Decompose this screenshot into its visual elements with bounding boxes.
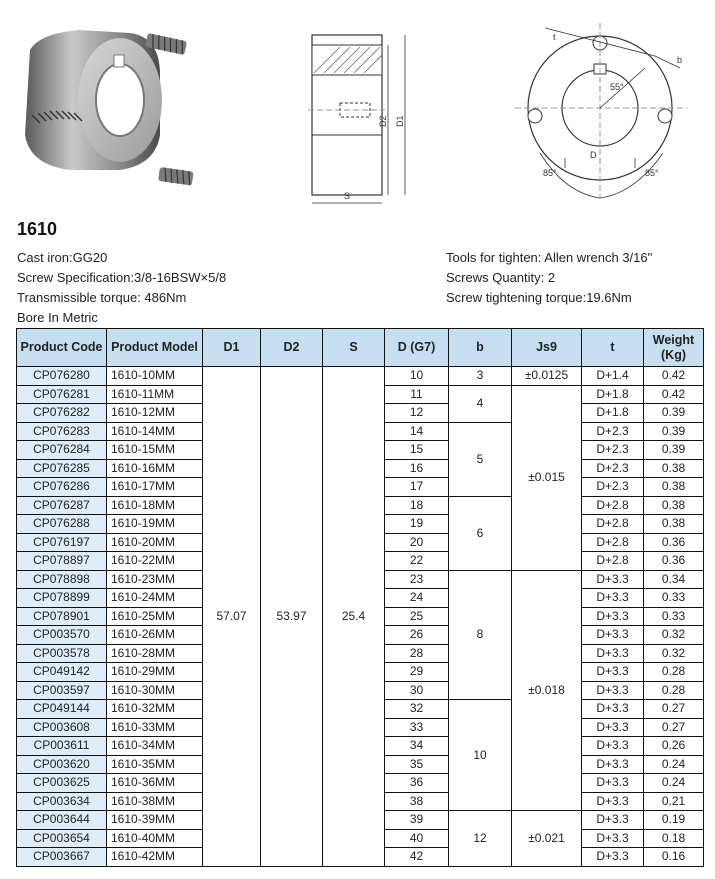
cell-bore-d: 28: [385, 644, 449, 663]
cell-product-model: 1610-12MM: [107, 404, 203, 423]
cell-t: D+3.3: [582, 792, 644, 811]
front-view-drawing: [505, 8, 710, 208]
cell-bore-d: 42: [385, 848, 449, 867]
cell-product-code: CP003597: [17, 681, 107, 700]
col-header: t: [582, 329, 644, 367]
cell-product-model: 1610-11MM: [107, 385, 203, 404]
col-header: Weight (Kg): [644, 329, 704, 367]
cell-product-code: CP049142: [17, 663, 107, 682]
cell-bore-d: 30: [385, 681, 449, 700]
cell-bore-d: 23: [385, 570, 449, 589]
cell-bore-d: 39: [385, 811, 449, 830]
cell-weight: 0.28: [644, 663, 704, 682]
cell-bore-d: 15: [385, 441, 449, 460]
cell-product-code: CP003634: [17, 792, 107, 811]
cell-t: D+1.8: [582, 385, 644, 404]
cell-t: D+2.8: [582, 552, 644, 571]
cell-product-code: CP076282: [17, 404, 107, 423]
cell-weight: 0.32: [644, 644, 704, 663]
cell-b: 12: [449, 811, 512, 867]
cell-bore-d: 20: [385, 533, 449, 552]
cell-product-model: 1610-14MM: [107, 422, 203, 441]
cell-bore-d: 11: [385, 385, 449, 404]
cell-weight: 0.18: [644, 829, 704, 848]
cell-product-model: 1610-23MM: [107, 570, 203, 589]
cell-product-code: CP076286: [17, 478, 107, 497]
spec-table: [16, 328, 704, 867]
cell-product-code: CP049144: [17, 700, 107, 719]
col-header: Js9: [512, 329, 582, 367]
cell-product-code: CP076285: [17, 459, 107, 478]
col-header: Product Code: [17, 329, 107, 367]
cell-b: 10: [449, 700, 512, 811]
cell-weight: 0.27: [644, 718, 704, 737]
cell-bore-d: 36: [385, 774, 449, 793]
cell-t: D+2.3: [582, 422, 644, 441]
cell-bore-d: 17: [385, 478, 449, 497]
cell-bore-d: 38: [385, 792, 449, 811]
cell-js9: ±0.018: [512, 570, 582, 811]
cell-bore-d: 32: [385, 700, 449, 719]
cell-weight: 0.36: [644, 533, 704, 552]
label-d1: D1: [395, 115, 405, 127]
cell-product-code: CP076281: [17, 385, 107, 404]
cell-bore-d: 12: [385, 404, 449, 423]
label-angle-55: 55°: [610, 82, 624, 92]
cell-bore-d: 22: [385, 552, 449, 571]
label-d: D: [590, 150, 597, 160]
cell-product-code: CP078899: [17, 589, 107, 608]
cell-bore-d: 18: [385, 496, 449, 515]
cell-product-model: 1610-24MM: [107, 589, 203, 608]
cell-b: 3: [449, 367, 512, 386]
cell-product-model: 1610-10MM: [107, 367, 203, 386]
cell-weight: 0.24: [644, 774, 704, 793]
cell-t: D+3.3: [582, 829, 644, 848]
cell-bore-d: 24: [385, 589, 449, 608]
cell-t: D+3.3: [582, 626, 644, 645]
cell-bore-d: 10: [385, 367, 449, 386]
cell-product-model: 1610-15MM: [107, 441, 203, 460]
cell-product-model: 1610-29MM: [107, 663, 203, 682]
cell-product-model: 1610-42MM: [107, 848, 203, 867]
cell-bore-d: 33: [385, 718, 449, 737]
cell-product-code: CP003611: [17, 737, 107, 756]
cell-b: 5: [449, 422, 512, 496]
label-angle-85-left: 85°: [543, 168, 557, 178]
label-b: b: [677, 55, 683, 65]
cell-weight: 0.33: [644, 607, 704, 626]
col-header: D (G7): [385, 329, 449, 367]
cell-t: D+3.3: [582, 848, 644, 867]
cell-weight: 0.38: [644, 478, 704, 497]
label-t: t: [553, 32, 556, 42]
cell-weight: 0.32: [644, 626, 704, 645]
cell-t: D+3.3: [582, 681, 644, 700]
col-header: Product Model: [107, 329, 203, 367]
cell-t: D+2.8: [582, 496, 644, 515]
cell-product-model: 1610-38MM: [107, 792, 203, 811]
cell-d2: 53.97: [261, 367, 323, 867]
cell-t: D+1.4: [582, 367, 644, 386]
cell-bore-d: 40: [385, 829, 449, 848]
col-header: D2: [261, 329, 323, 367]
cell-product-model: 1610-26MM: [107, 626, 203, 645]
cell-b: 4: [449, 385, 512, 422]
cell-product-model: 1610-28MM: [107, 644, 203, 663]
cell-t: D+3.3: [582, 755, 644, 774]
cell-product-code: CP003667: [17, 848, 107, 867]
cell-product-code: CP078897: [17, 552, 107, 571]
cell-weight: 0.24: [644, 755, 704, 774]
cell-t: D+3.3: [582, 570, 644, 589]
cell-t: D+2.3: [582, 459, 644, 478]
cell-bore-d: 14: [385, 422, 449, 441]
spec-tools: Tools for tighten: Allen wrench 3/16": [446, 250, 653, 265]
product-title: 1610: [17, 219, 58, 239]
cell-product-code: CP003578: [17, 644, 107, 663]
cell-weight: 0.19: [644, 811, 704, 830]
cell-t: D+3.3: [582, 607, 644, 626]
cell-product-code: CP003654: [17, 829, 107, 848]
cell-d1: 57.07: [203, 367, 261, 867]
cell-t: D+3.3: [582, 718, 644, 737]
col-header: D1: [203, 329, 261, 367]
cell-js9: ±0.0125: [512, 367, 582, 386]
label-d2: D2: [378, 115, 388, 127]
cell-t: D+3.3: [582, 663, 644, 682]
cell-b: 8: [449, 570, 512, 700]
cell-product-code: CP076283: [17, 422, 107, 441]
cell-product-code: CP003620: [17, 755, 107, 774]
cell-t: D+3.3: [582, 644, 644, 663]
table-row: [17, 367, 704, 386]
cell-bore-d: 25: [385, 607, 449, 626]
cell-product-code: CP078898: [17, 570, 107, 589]
col-header: b: [449, 329, 512, 367]
cell-product-model: 1610-25MM: [107, 607, 203, 626]
cell-product-model: 1610-40MM: [107, 829, 203, 848]
cell-t: D+3.3: [582, 811, 644, 830]
cell-product-model: 1610-17MM: [107, 478, 203, 497]
spec-screw-specification: Screw Specification:3/8-16BSW×5/8: [17, 270, 227, 285]
cell-product-model: 1610-22MM: [107, 552, 203, 571]
cell-product-code: CP078901: [17, 607, 107, 626]
cell-product-code: CP076287: [17, 496, 107, 515]
cell-product-code: CP003644: [17, 811, 107, 830]
spec-cast-iron: Cast iron:GG20: [17, 250, 108, 265]
cell-t: D+3.3: [582, 589, 644, 608]
cell-t: D+2.8: [582, 515, 644, 534]
cell-product-code: CP076284: [17, 441, 107, 460]
cell-weight: 0.42: [644, 385, 704, 404]
cell-product-model: 1610-39MM: [107, 811, 203, 830]
cell-product-code: CP076280: [17, 367, 107, 386]
cell-b: 6: [449, 496, 512, 570]
cell-weight: 0.26: [644, 737, 704, 756]
cell-t: D+2.3: [582, 441, 644, 460]
cell-weight: 0.39: [644, 404, 704, 423]
cell-weight: 0.36: [644, 552, 704, 571]
col-header: S: [323, 329, 385, 367]
cell-weight: 0.34: [644, 570, 704, 589]
cell-product-model: 1610-36MM: [107, 774, 203, 793]
cell-weight: 0.38: [644, 515, 704, 534]
table-header-row: [17, 329, 704, 367]
cell-product-model: 1610-33MM: [107, 718, 203, 737]
cell-weight: 0.16: [644, 848, 704, 867]
product-figures: [0, 0, 715, 210]
table-body: [17, 367, 704, 867]
cell-t: D+1.8: [582, 404, 644, 423]
cell-bore-d: 16: [385, 459, 449, 478]
cell-product-model: 1610-18MM: [107, 496, 203, 515]
cell-product-code: CP076197: [17, 533, 107, 552]
cell-weight: 0.39: [644, 441, 704, 460]
cell-weight: 0.28: [644, 681, 704, 700]
cell-t: D+2.3: [582, 478, 644, 497]
cell-product-code: CP003625: [17, 774, 107, 793]
cell-weight: 0.27: [644, 700, 704, 719]
cell-t: D+3.3: [582, 700, 644, 719]
cell-weight: 0.38: [644, 459, 704, 478]
cell-product-model: 1610-30MM: [107, 681, 203, 700]
cell-weight: 0.21: [644, 792, 704, 811]
cell-js9: ±0.021: [512, 811, 582, 867]
cell-weight: 0.38: [644, 496, 704, 515]
cell-product-model: 1610-16MM: [107, 459, 203, 478]
spec-screws-quantity: Screws Quantity: 2: [446, 270, 556, 285]
cell-product-model: 1610-32MM: [107, 700, 203, 719]
spec-tightening-torque: Screw tightening torque:19.6Nm: [446, 290, 632, 305]
cell-product-code: CP003608: [17, 718, 107, 737]
side-section-drawing: [300, 15, 430, 210]
cell-product-code: CP076288: [17, 515, 107, 534]
cell-product-code: CP003570: [17, 626, 107, 645]
cell-t: D+3.3: [582, 737, 644, 756]
cell-bore-d: 26: [385, 626, 449, 645]
cell-bore-d: 29: [385, 663, 449, 682]
cell-product-model: 1610-20MM: [107, 533, 203, 552]
cell-weight: 0.39: [644, 422, 704, 441]
cell-weight: 0.42: [644, 367, 704, 386]
cell-product-model: 1610-19MM: [107, 515, 203, 534]
cell-weight: 0.33: [644, 589, 704, 608]
label-angle-85-right: 85°: [645, 168, 659, 178]
label-s: S: [344, 191, 351, 201]
cell-bore-d: 19: [385, 515, 449, 534]
bushing-photo: [10, 15, 200, 200]
cell-js9: ±0.015: [512, 385, 582, 570]
cell-product-model: 1610-35MM: [107, 755, 203, 774]
cell-bore-d: 34: [385, 737, 449, 756]
spec-bore: Bore In Metric: [17, 310, 98, 325]
spec-transmissible-torque: Transmissible torque: 486Nm: [17, 290, 187, 305]
cell-t: D+2.8: [582, 533, 644, 552]
cell-s: 25.4: [323, 367, 385, 867]
cell-product-model: 1610-34MM: [107, 737, 203, 756]
cell-t: D+3.3: [582, 774, 644, 793]
cell-bore-d: 35: [385, 755, 449, 774]
